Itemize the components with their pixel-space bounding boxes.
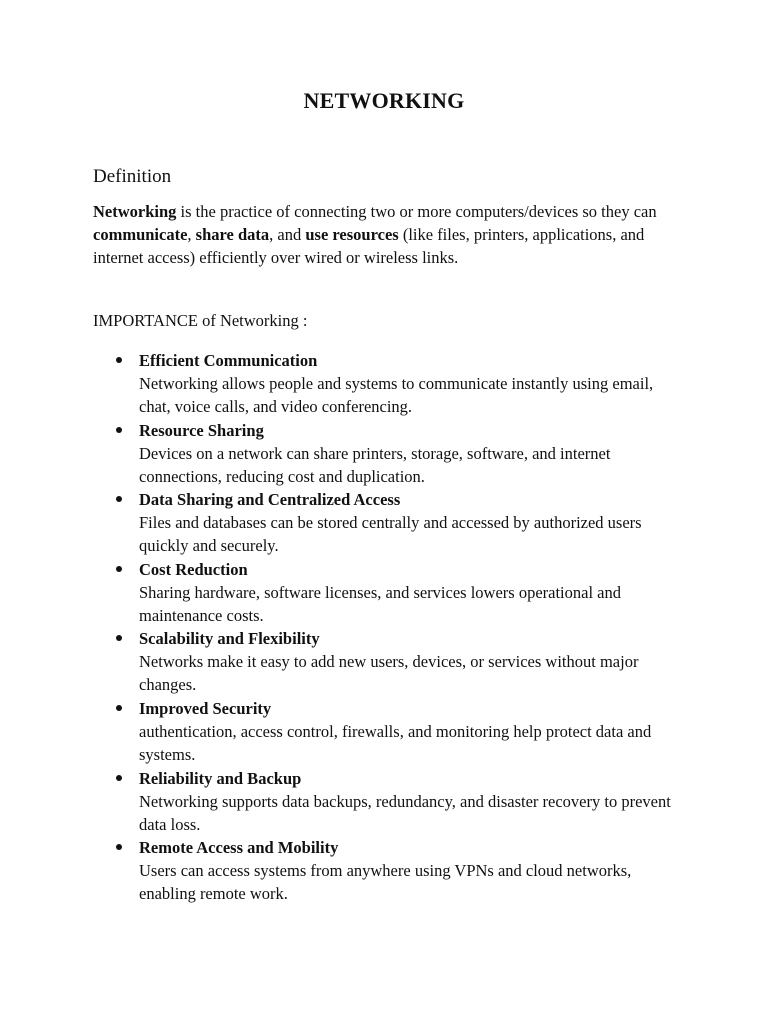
list-item: [0, 488, 679, 558]
list-item-title: Improved Security: [139, 698, 272, 718]
definition-text-2: ,: [187, 225, 196, 244]
importance-list: [0, 349, 768, 906]
list-item-title: Data Sharing and Centralized Access: [139, 490, 401, 510]
list-item: [0, 558, 679, 628]
bullet-icon: [116, 566, 122, 572]
list-item-description: Users can access systems from anywhere using VPNs and cloud networks, enabling remote work.: [139, 861, 632, 904]
definition-bold-use-resources: use resources: [305, 225, 399, 244]
list-item: [0, 697, 679, 767]
list-item: [0, 767, 679, 837]
definition-term: Networking: [93, 202, 177, 221]
list-item-title: Resource Sharing: [139, 420, 264, 440]
list-item-description: Networking supports data backups, redundancy, and disaster recovery to prevent data loss.: [139, 791, 671, 834]
definition-bold-communicate: communicate: [93, 225, 188, 244]
definition-bold-share-data: share data: [195, 225, 270, 244]
definition-text-3: , and: [269, 225, 306, 244]
list-item: [0, 419, 679, 489]
definition-text-1: is the practice of connecting two or more computers/devices so they can: [176, 202, 657, 221]
list-item-title: Scalability and Flexibility: [139, 629, 320, 649]
bullet-icon: [116, 705, 122, 711]
list-item-title: Efficient Communication: [139, 351, 318, 370]
importance-heading: IMPORTANCE of Networking :: [93, 311, 308, 330]
bullet-icon: [116, 844, 122, 850]
bullet-icon: [116, 635, 122, 641]
list-item-description: Files and databases can be stored centrally and accessed by authorized users quickly and securely.: [139, 513, 642, 556]
list-item-title: Remote Access and Mobility: [139, 838, 339, 858]
list-item-title: Cost Reduction: [139, 559, 248, 579]
bullet-icon: [116, 496, 122, 502]
page-title: NETWORKING: [303, 88, 465, 113]
definition-paragraph: [93, 200, 693, 269]
definition-text-4: (like files, printers, applications, and internet access) efficiently over wired or wireless links.: [93, 225, 645, 267]
list-item: [0, 627, 679, 697]
list-item-title: Reliability and Backup: [139, 768, 302, 788]
list-item-description: Networks make it easy to add new users, devices, or services without major changes.: [139, 652, 639, 695]
list-item-description: Devices on a network can share printers, storage, software, and internet connections, reducing cost and duplication.: [139, 443, 611, 486]
bullet-icon: [116, 775, 122, 781]
list-item-description: Networking allows people and systems to communicate instantly using email, chat, voice calls, and video conferencing.: [139, 374, 654, 416]
bullet-icon: [116, 357, 122, 363]
list-item: [0, 349, 679, 419]
list-item-description: authentication, access control, firewalls, and monitoring help protect data and systems.: [139, 721, 652, 764]
list-item-description: Sharing hardware, software licenses, and services lowers operational and maintenance costs.: [139, 582, 621, 625]
list-item: [0, 836, 679, 906]
bullet-icon: [116, 427, 122, 433]
definition-heading: Definition: [93, 166, 172, 187]
